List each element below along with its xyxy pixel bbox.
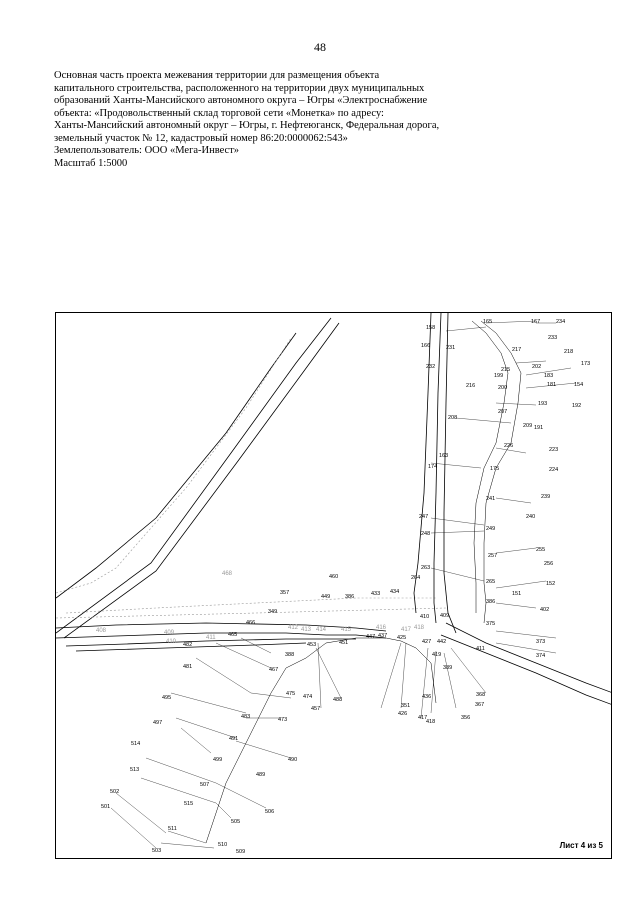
point-label: 495 xyxy=(162,695,172,701)
point-label: 199 xyxy=(494,373,504,379)
point-label: 434 xyxy=(390,589,400,595)
header-line: Основная часть проекта межевания территории для размещения объекта xyxy=(54,70,380,81)
header-line: капитального строительства, расположенного на территории двух муниципальных xyxy=(54,82,425,94)
point-label: 419 xyxy=(432,652,442,658)
road-southeast xyxy=(441,623,612,705)
point-label: 193 xyxy=(538,401,548,407)
point-label: 506 xyxy=(265,809,275,815)
point-label: 411 xyxy=(476,646,485,652)
point-label: 475 xyxy=(286,691,296,697)
point-label: 425 xyxy=(397,635,407,641)
point-label: 166 xyxy=(421,343,431,349)
point-label: 402 xyxy=(540,607,550,613)
point-label: 151 xyxy=(512,591,522,597)
point-label: 241 xyxy=(486,496,496,502)
point-label: 453 xyxy=(307,642,317,648)
point-label: 163 xyxy=(439,453,449,459)
point-label: 436 xyxy=(422,694,432,700)
point-label: 457 xyxy=(311,706,321,712)
area-label: 416 xyxy=(376,625,387,631)
point-label: 256 xyxy=(544,561,554,567)
point-label: 410 xyxy=(420,614,430,620)
point-label: 349 xyxy=(268,609,278,615)
road-northwest xyxy=(56,318,339,638)
point-label: 255 xyxy=(536,547,546,553)
point-label: 388 xyxy=(285,652,295,658)
land-user: Землепользователь: ООО «Мега-Инвест» xyxy=(54,145,240,156)
point-label: 483 xyxy=(241,714,251,720)
sheet-label: Лист 4 из 5 xyxy=(559,841,603,850)
point-label: 375 xyxy=(486,621,496,627)
point-label: 467 xyxy=(269,667,279,673)
boundary-dotted xyxy=(56,338,449,618)
area-label: 412 xyxy=(288,625,299,631)
header-line: образований Ханты-Мансийского автономного округа – Югры «Электроснабжение xyxy=(54,95,428,106)
point-label: 165 xyxy=(483,319,493,325)
point-label: 482 xyxy=(183,642,193,648)
area-label: 409 xyxy=(164,630,175,636)
point-label: 223 xyxy=(549,447,559,453)
header-line: объекта: «Продовольственный склад торговой сети «Монетка» по адресу: xyxy=(54,107,384,119)
point-label: 501 xyxy=(101,804,111,810)
point-label: 502 xyxy=(110,789,120,795)
area-label: 417 xyxy=(401,627,412,633)
point-label: 490 xyxy=(288,757,298,763)
point-label: 474 xyxy=(303,694,313,700)
area-label: 408 xyxy=(96,628,107,634)
point-label: 426 xyxy=(398,711,408,717)
point-label: 167 xyxy=(531,319,541,325)
point-label: 451 xyxy=(339,640,349,646)
point-label: 231 xyxy=(446,345,456,351)
area-label: 413 xyxy=(301,627,312,633)
document-header xyxy=(54,70,584,170)
point-label: 208 xyxy=(448,415,458,421)
point-label: 386 xyxy=(486,599,496,605)
point-label: 491 xyxy=(229,736,239,742)
point-label: 351 xyxy=(401,703,411,709)
point-label: 200 xyxy=(498,385,508,391)
point-label: 217 xyxy=(512,347,522,353)
point-label: 460 xyxy=(329,574,339,580)
area-label: 468 xyxy=(222,571,233,577)
point-label: 505 xyxy=(231,819,241,825)
point-label: 427 xyxy=(422,639,432,645)
point-label: 499 xyxy=(213,757,223,763)
point-label: 489 xyxy=(256,772,266,778)
point-label: 513 xyxy=(130,767,140,773)
point-label: 234 xyxy=(556,319,566,325)
point-label: 447 xyxy=(366,634,376,640)
point-label: 442 xyxy=(437,639,447,645)
point-label: 173 xyxy=(581,361,591,367)
survey-corridor xyxy=(206,321,521,843)
point-label: 465 xyxy=(228,632,238,638)
point-label: 232 xyxy=(426,364,436,370)
point-label: 511 xyxy=(168,826,177,832)
point-label: 417 xyxy=(418,715,428,721)
point-label: 433 xyxy=(371,591,381,597)
point-label: 215 xyxy=(501,367,511,373)
point-label: 218 xyxy=(564,349,574,355)
point-label: 449 xyxy=(321,594,331,600)
point-label: 510 xyxy=(218,842,228,848)
point-label: 247 xyxy=(419,514,429,520)
point-label: 488 xyxy=(333,697,343,703)
point-label: 509 xyxy=(236,849,246,855)
point-label: 367 xyxy=(475,702,485,708)
point-label: 357 xyxy=(280,590,290,596)
leader-lines xyxy=(111,321,576,848)
point-label: 192 xyxy=(572,403,582,409)
map-scale: Масштаб 1:5000 xyxy=(54,157,128,169)
point-label: 409 xyxy=(440,613,450,619)
header-line: земельный участок № 12, кадастровый номер 86:20:0000062:543» xyxy=(54,132,348,144)
point-label: 418 xyxy=(426,719,436,725)
point-label: 174 xyxy=(428,464,438,470)
point-label: 373 xyxy=(536,639,546,645)
point-label: 466 xyxy=(246,620,256,626)
point-label: 202 xyxy=(532,364,542,370)
area-label: 418 xyxy=(414,625,425,631)
point-label: 209 xyxy=(523,423,533,429)
point-label: 265 xyxy=(486,579,496,585)
point-label: 473 xyxy=(278,717,288,723)
point-label: 152 xyxy=(546,581,556,587)
point-label: 181 xyxy=(547,382,557,388)
survey-map xyxy=(55,312,612,859)
point-label: 226 xyxy=(504,443,514,449)
point-label: 216 xyxy=(466,383,476,389)
area-label: 414 xyxy=(316,627,327,633)
point-label: 437 xyxy=(378,633,388,639)
area-label: 410 xyxy=(166,639,177,645)
point-label: 257 xyxy=(488,553,498,559)
point-label: 239 xyxy=(541,494,551,500)
point-label: 386 xyxy=(345,594,355,600)
point-label: 175 xyxy=(490,466,500,472)
map-drawing xyxy=(56,313,612,859)
point-label: 233 xyxy=(548,335,558,341)
road-vertical xyxy=(414,313,456,633)
point-label: 481 xyxy=(183,664,193,670)
point-label: 507 xyxy=(200,782,210,788)
point-label: 389 xyxy=(443,665,453,671)
point-label: 154 xyxy=(574,382,584,388)
point-label: 240 xyxy=(526,514,536,520)
area-label: 415 xyxy=(341,627,352,633)
point-label: 514 xyxy=(131,741,141,747)
point-label: 248 xyxy=(421,531,431,537)
point-label: 207 xyxy=(498,409,508,415)
page-number: 48 xyxy=(314,40,326,54)
point-label: 191 xyxy=(534,425,544,431)
point-label: 158 xyxy=(426,325,436,331)
point-label: 368 xyxy=(476,692,486,698)
point-label: 183 xyxy=(544,373,554,379)
header-line: Ханты-Мансийский автономный округ – Югры, г. Нефтеюганск, Федеральная дорога, xyxy=(54,120,440,131)
area-label: 411 xyxy=(206,635,216,641)
point-label: 503 xyxy=(152,848,162,854)
point-label: 224 xyxy=(549,467,559,473)
point-label: 515 xyxy=(184,801,194,807)
point-label-layer xyxy=(96,319,590,855)
point-label: 497 xyxy=(153,720,163,726)
point-label: 249 xyxy=(486,526,496,532)
point-label: 356 xyxy=(461,715,471,721)
point-label: 374 xyxy=(536,653,546,659)
point-label: 263 xyxy=(421,565,431,571)
point-label: 264 xyxy=(411,575,421,581)
